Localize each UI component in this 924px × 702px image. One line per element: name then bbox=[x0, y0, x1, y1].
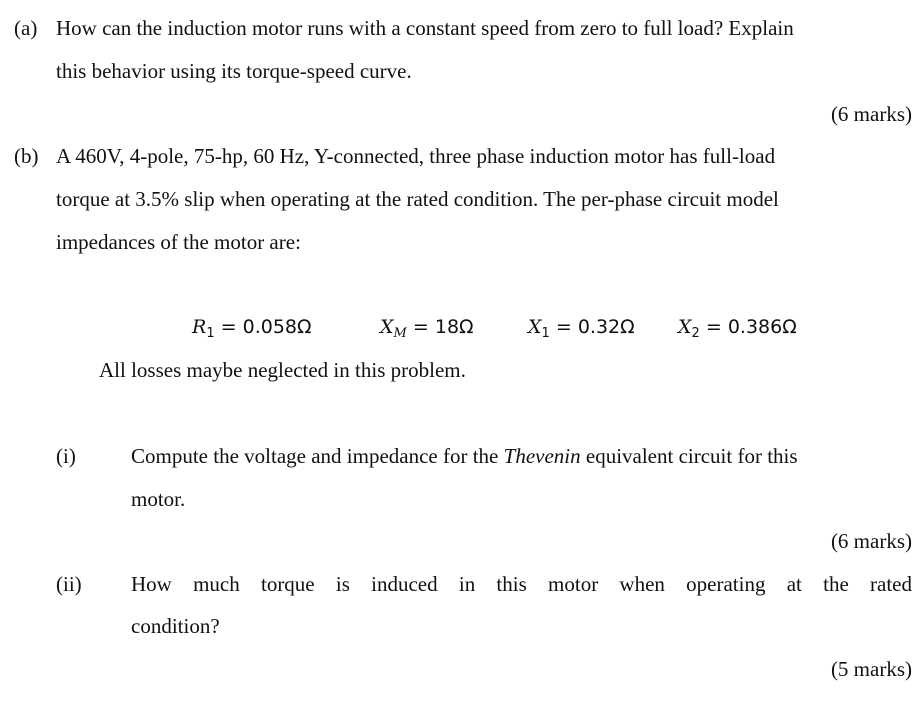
equation-xm-symbol: X bbox=[380, 316, 394, 338]
sub-i-marks: (6 marks) bbox=[830, 529, 912, 553]
equation-xm-value: = 18Ω bbox=[412, 316, 474, 338]
equation-r1-subscript: 1 bbox=[206, 326, 215, 341]
equation-r1-value: = 0.058Ω bbox=[220, 316, 312, 338]
sub-i-text-before: Compute the voltage and impedance for the bbox=[131, 444, 504, 468]
equation-x1-symbol: X bbox=[528, 316, 542, 338]
equation-x2-symbol: X bbox=[678, 316, 692, 338]
sub-ii-marks: (5 marks) bbox=[830, 657, 912, 681]
sub-i-label: (i) bbox=[56, 444, 76, 468]
part-a-label: (a) bbox=[14, 16, 38, 40]
equation-x2 bbox=[678, 312, 797, 342]
sub-ii-text-line-2: condition? bbox=[131, 614, 220, 638]
equation-r1 bbox=[192, 312, 312, 342]
part-a-text-line-2: this behavior using its torque-speed curve. bbox=[56, 59, 412, 83]
equation-x2-subscript: 2 bbox=[691, 326, 700, 341]
sub-ii-label: (ii) bbox=[56, 572, 82, 596]
sub-i-text-line-2: motor. bbox=[131, 487, 186, 511]
equation-x1 bbox=[528, 312, 635, 342]
sub-i-text-after: equivalent circuit for this bbox=[580, 444, 798, 468]
part-b-text-line-2: torque at 3.5% slip when operating at the rated condition. The per-phase circuit model bbox=[56, 187, 779, 211]
part-a-marks: (6 marks) bbox=[830, 102, 912, 126]
sub-ii-text-line-1: How much torque is induced in this motor when operating at the rated bbox=[131, 572, 912, 596]
part-b-label: (b) bbox=[14, 144, 39, 168]
equation-xm-subscript: M bbox=[393, 326, 407, 341]
equation-x1-subscript: 1 bbox=[541, 326, 550, 341]
equation-xm bbox=[380, 312, 474, 342]
sub-i-text-line-1 bbox=[131, 442, 798, 470]
equation-x1-value: = 0.32Ω bbox=[555, 316, 635, 338]
equation-r1-symbol: R bbox=[192, 316, 207, 338]
part-b-text-line-1: A 460V, 4-pole, 75-hp, 60 Hz, Y-connected, three phase induction motor has full-load bbox=[56, 144, 776, 168]
losses-note: All losses maybe neglected in this problem. bbox=[99, 358, 466, 382]
part-a-text-line-1: How can the induction motor runs with a constant speed from zero to full load? Explain bbox=[56, 16, 794, 40]
equation-x2-value: = 0.386Ω bbox=[705, 316, 797, 338]
part-b-text-line-3: impedances of the motor are: bbox=[56, 230, 301, 254]
sub-i-text-italic: Thevenin bbox=[503, 444, 581, 468]
